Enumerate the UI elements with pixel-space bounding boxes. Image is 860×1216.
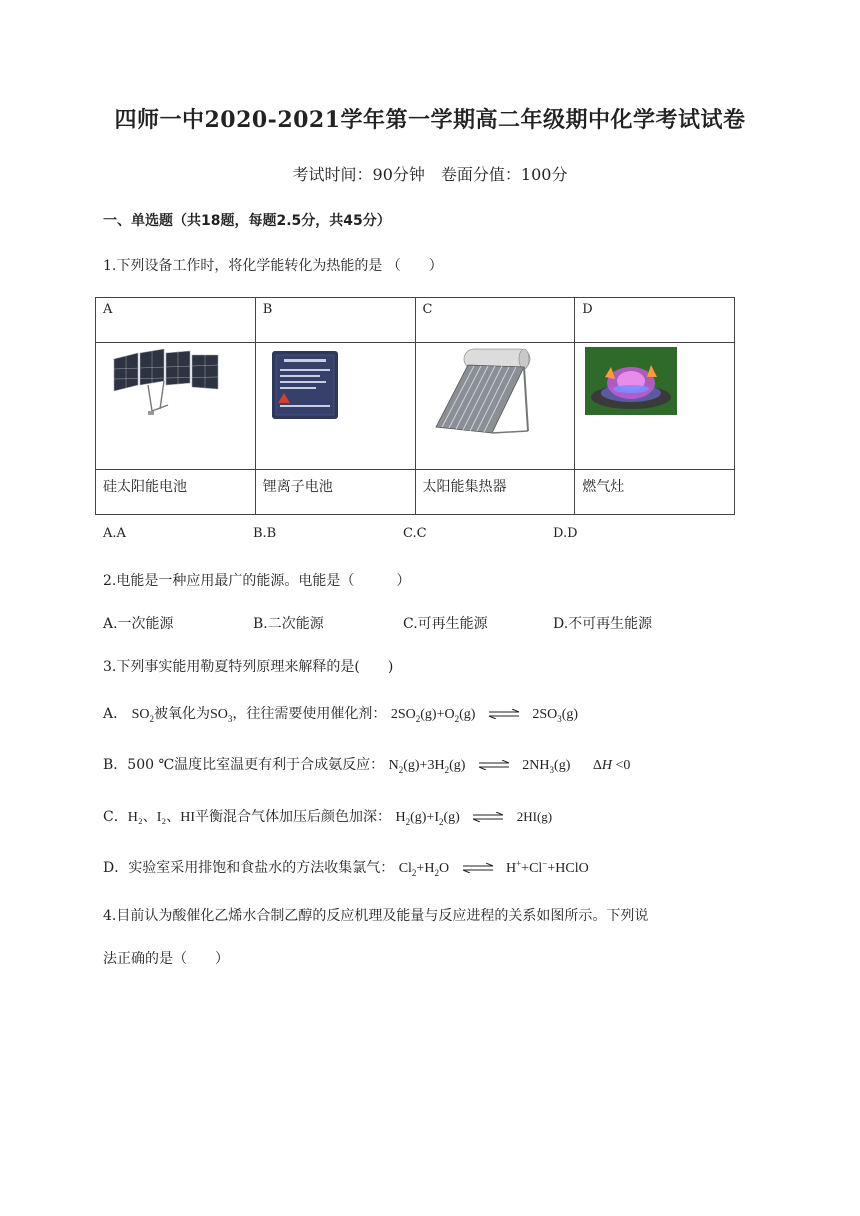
table-header-b: B — [255, 298, 415, 343]
label-d: 燃气灶 — [575, 470, 735, 515]
q3-option-d[interactable]: D．实验室采用排饱和食盐水的方法收集氯气： $Cl_2+H_2O$ H++Cl−+HClO — [103, 858, 589, 878]
lithium-battery-image — [255, 343, 415, 470]
exam-subtitle: 考试时间：90分钟 卷面分值：100分 — [292, 165, 568, 184]
question-4-stem-line-2: 法正确的是（ ） — [103, 951, 229, 967]
label-c: 太阳能集热器 — [415, 470, 575, 515]
q2-option-a[interactable]: A.一次能源 — [103, 616, 174, 632]
q3-option-b[interactable]: B．500 ℃温度比室温更有利于合成氨反应： $N_2(g)+3H_2(g)$ $2NH_3(g)$ ΔH <0 — [103, 757, 631, 775]
q2-option-b[interactable]: B.二次能源 — [253, 616, 324, 632]
exam-title: 四师一中2020-2021学年第一学期高二年级期中化学考试试卷 — [114, 107, 746, 133]
q3-a-text2: ，往往需要使用催化剂： — [232, 706, 387, 722]
table-header-d: D — [575, 298, 735, 343]
q1-option-d[interactable]: D.D — [553, 526, 578, 541]
q3-b-text: 500 ℃温度比室温更有利于合成氨反应： — [127, 757, 385, 773]
equilibrium-arrow-icon — [462, 863, 494, 873]
question-1-options-table — [95, 297, 735, 515]
q3-b-prefix: B． — [103, 757, 128, 773]
question-4-stem-line-1: 4.目前认为酸催化乙烯水合制乙醇的反应机理及能量与反应进程的关系如图所示。下列说 — [103, 908, 649, 924]
q3-c-product: 2HI(g) — [516, 809, 553, 824]
q2-option-c[interactable]: C.可再生能源 — [403, 616, 488, 632]
equilibrium-arrow-icon — [478, 760, 510, 770]
q3-c-prefix: C． — [103, 809, 128, 825]
gas-stove-image — [575, 343, 735, 470]
section-heading: 一、单选题（共18题，每题2.5分，共45分） — [103, 213, 391, 229]
q3-d-prefix: D． — [103, 860, 129, 876]
solar-collector-image — [415, 343, 575, 470]
q3-a-text: 被氧化为 — [153, 706, 210, 722]
equilibrium-arrow-icon — [472, 812, 504, 822]
table-header-c: C — [415, 298, 575, 343]
q1-option-b[interactable]: B.B — [253, 526, 277, 541]
q2-option-d[interactable]: D.不可再生能源 — [553, 616, 653, 632]
question-1-stem: 1.下列设备工作时，将化学能转化为热能的是 （ ） — [103, 258, 443, 274]
q3-c-species: H₂、I₂、HI — [127, 810, 196, 825]
equilibrium-arrow-icon — [488, 709, 520, 719]
table-header-a: A — [96, 298, 256, 343]
q3-c-text: 平衡混合气体加压后颜色加深： — [195, 809, 392, 825]
label-a: 硅太阳能电池 — [96, 470, 256, 515]
question-3-stem: 3.下列事实能用勒夏特列原理来解释的是( ) — [103, 659, 394, 675]
q3-a-prefix: A． — [103, 706, 128, 722]
question-2-stem: 2.电能是一种应用最广的能源。电能是（ ） — [103, 573, 411, 589]
q1-option-a[interactable]: A.A — [103, 526, 126, 541]
q3-option-c[interactable]: C．H₂、I₂、HI平衡混合气体加压后颜色加深： $H_2(g)+I_2(g)$ 2HI(g) — [103, 809, 553, 827]
solar-panel-image — [96, 343, 256, 470]
q3-d-text: 实验室采用排饱和食盐水的方法收集氯气： — [128, 860, 395, 876]
q3-option-a[interactable]: A． $SO_2$被氧化为$SO_3$，往往需要使用催化剂： $2SO_2(g)+O_2(g)$ $2SO_3(g)$ — [103, 706, 579, 724]
label-b: 锂离子电池 — [255, 470, 415, 515]
q1-option-c[interactable]: C.C — [403, 526, 427, 541]
